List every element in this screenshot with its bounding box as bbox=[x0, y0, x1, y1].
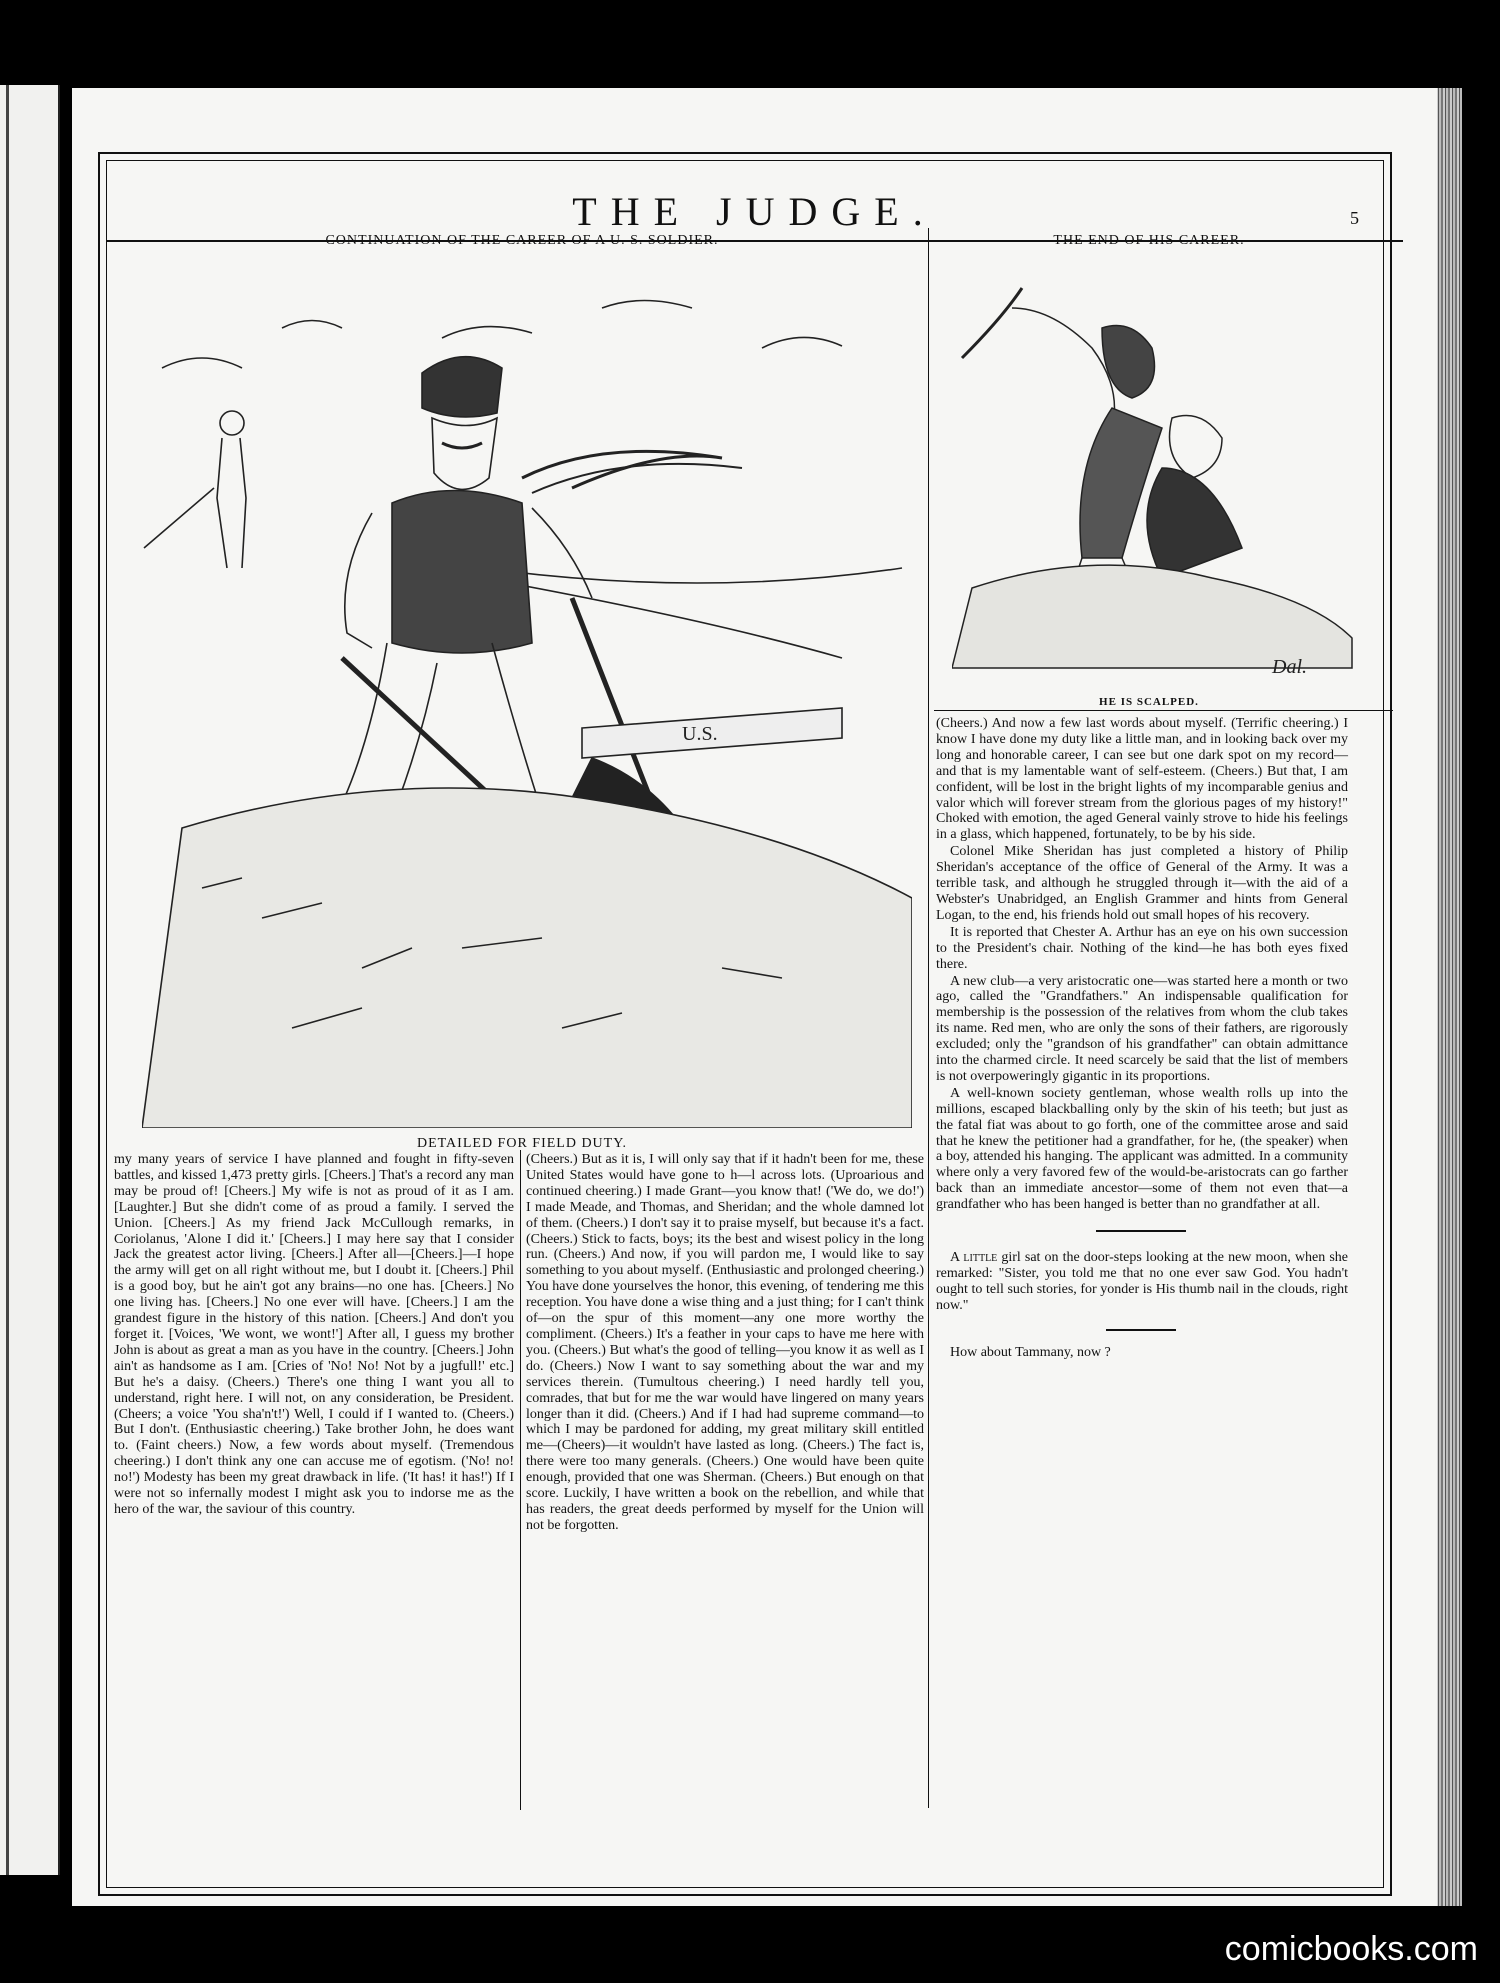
cartoon-left-title: CONTINUATION OF THE CAREER OF A U. S. SOLDIER. bbox=[325, 233, 719, 248]
cartoon-right-caption: HE IS SCALPED. bbox=[1099, 696, 1199, 708]
column-1-body: my many years of service I have planned and fought in fifty-seven battles, and kissed 1,473 pretty girls. [Cheers.] That's a record any man may be proud of! [Cheers.] My wife is not as proud of it as I am. [Laughter.] But she didn't come of as proud a family. I served the Union. [Cheers.] As my friend Jack McCullough remarks, in Coriolanus, 'Alone I did it.' [Cheers.] I may here say that I consider Jack the greatest actor living. [Cheers.] After all—[Cheers.]—I hope the army will get on all right without me, but I doubt it. [Cheers.] Phil is a good boy, but he ain't got any brains—no one has. [Cheers.] No one living has. [Cheers.] No one ever will have. [Cheers.] I am the grandest figure in the history of this nation. [Cheers.] And don't you forget it. [Voices, 'We wont, we wont!'] After all, I guess my brother John is about as great a man as you have in the country. [Cheers.] John ain't as handsome as I am. [Cries of 'No! No! Not by a jugfull!' etc.] But he's a daisy. (Cheers.) There's one thing I want you all to understand, right here. I will not, on any consideration, be President. (Cheers; a voice 'You sha'n't!') Well, I could if I wanted to. (Cheers.) But I don't. (Enthusiastic cheering.) Take brother John, he does want to. (Faint cheers.) Now, a few words about myself. (Tremendous cheering.) I don't think any one can accuse me of egotism. ('No! no! no!') Modesty has been my great drawback in life. ('It has! it has!') If I were not so infernally modest I might ask you to indorse me as the hero of the war, the saviour of this country. bbox=[114, 1152, 514, 1517]
page-number: 5 bbox=[1350, 208, 1359, 228]
item-little-girl-text: girl sat on the door-steps looking at the new moon, when she remarked: "Sister, you told me that no one ever saw God. You hadn't ought to tell such stories, for yonder is His thumb nail in the clouds, right now." bbox=[936, 1250, 1349, 1313]
magazine-page bbox=[72, 88, 1437, 1906]
column-2-body: (Cheers.) But as it is, I will only say that if it hadn't been for me, these United States would have gone to h—l across lots. (Uproarious and continued cheering.) I made Grant—you know that! ('We do, we do!') I made Meade, and Thomas, and Sheridan; and the whole damned lot of them. (Cheers.) I don't say it to praise myself, but because it's a fact. (Cheers.) Stick to facts, boys; its the best and wisest policy in the long run. (Cheers.) And now, if you will pardon me, I would like to say something to you about myself. (Enthusiastic and prolonged cheering.) You have done yourselves the honor, this evening, of tendering me this reception. You have done a wise thing and a just thing; for I can't think of—on the spur of this moment—any one more worthy the compliment. (Cheers.) It's a feather in your caps to have me here with you. (Cheers.) But what's the good of telling—you know it as well as I do. (Cheers.) Now I want to say something about the war and my services therein. (Tumultous cheering.) I need hardly tell you, comrades, that but for me the war would have lingered on many years longer than it did. (Cheers.) And if I had had supreme command—to which I may be pardoned for adding, my great military skill entitled me—(Cheers)—it wouldn't have lasted as long. (Cheers.) The fact is, there were too many generals. (Cheers.) One would have been quite enough, provided that one was Sherman. (Cheers.) But enough on that score. Luckily, I have written a book on the rebellion, and while that has readers, the great deeds performed by myself for the Union will not be forgotten. bbox=[526, 1152, 924, 1533]
item-society-gentleman: A well-known society gentleman, whose wealth rolls up into the millions, escaped blackballing only by the skin of his teeth; but just as the fatal fiat was about to go forth, one of the committee arose and said that he knew the petitioner had a grandfather, for he, (the speaker) when a boy, attended his hanging. The applicant was admitted. In a community where only a very favored few of the would-be-aristocrats can go farther back than an immediate ancestor—some of them not even that—a grandfather who has been hanged is better than no grandfather at all. bbox=[936, 1085, 1348, 1213]
item-little-girl-lead: A little bbox=[950, 1250, 998, 1266]
facing-page-edge bbox=[0, 85, 60, 1875]
plow-lettering: U.S. bbox=[682, 723, 718, 745]
item-sheridan: Colonel Mike Sheridan has just completed a history of Philip Sheridan's acceptance of the office of General of the Army. It was a terrible task, and although he struggled through it—with the aid of a Webster's Unabridged, an English Grammer and hints from General Logan, to the end, his friends hold out small hopes of his recovery. bbox=[936, 844, 1348, 923]
artist-signature: Dal. bbox=[1272, 656, 1307, 678]
watermark: comicbooks.com bbox=[1224, 1930, 1478, 1968]
item-tammany: How about Tammany, now ? bbox=[950, 1344, 1111, 1360]
item-little-girl bbox=[936, 1250, 1348, 1314]
cartoon-right-title: THE END OF HIS CAREER. bbox=[1053, 233, 1245, 248]
item-grandfathers-club: A new club—a very aristocratic one—was started here a month or two ago, called the "Grandfathers." An indispensable qualification for membership is the possession of the relatives from whom the club takes its name. Red men, who are only the sons of their fathers, are rigorously excluded; only the "grandson of his grandfather" can obtain admittance into the charmed circle. It need scarcely be said that the list of members is not overpoweringly gigantic in its proportions. bbox=[936, 973, 1348, 1084]
cartoon-left-caption: DETAILED FOR FIELD DUTY. bbox=[416, 1136, 628, 1151]
soldier-plowing-drawing bbox=[142, 268, 912, 1128]
column-rule-left bbox=[520, 1150, 521, 1810]
separator-1 bbox=[936, 1214, 1348, 1250]
text-column-1 bbox=[114, 1152, 514, 1519]
cartoon-right-rule bbox=[934, 710, 1393, 711]
speech-conclusion: (Cheers.) And now a few last words about myself. (Terrific cheering.) I know I have done my duty like a little man, and in looking back over my long and honorable career, I can see but one dark spot on my record—and that is my lamentable want of self-esteem. (Cheers.) But that, I am confident, will be lost in the bright lights of my incomparable genius and valor which will forever stream from the glorious pages of my history!" Choked with emotion, the aged General vainly strove to hide his feelings in a glass, which happened, fortunately, to be by his side. bbox=[936, 716, 1348, 843]
cartoon-soldier-plowing bbox=[142, 268, 912, 1128]
scalping-drawing bbox=[952, 268, 1362, 688]
masthead: THE JUDGE. bbox=[572, 189, 937, 234]
cartoon-scalping bbox=[952, 268, 1362, 688]
column-rule-right bbox=[928, 228, 929, 1808]
separator-2 bbox=[936, 1315, 1348, 1345]
text-column-2 bbox=[526, 1152, 924, 1535]
item-arthur: It is reported that Chester A. Arthur has an eye on his own succession to the President's chair. Nothing of the kind—he has both eyes fixed there. bbox=[936, 924, 1348, 972]
text-column-3 bbox=[936, 716, 1348, 1362]
